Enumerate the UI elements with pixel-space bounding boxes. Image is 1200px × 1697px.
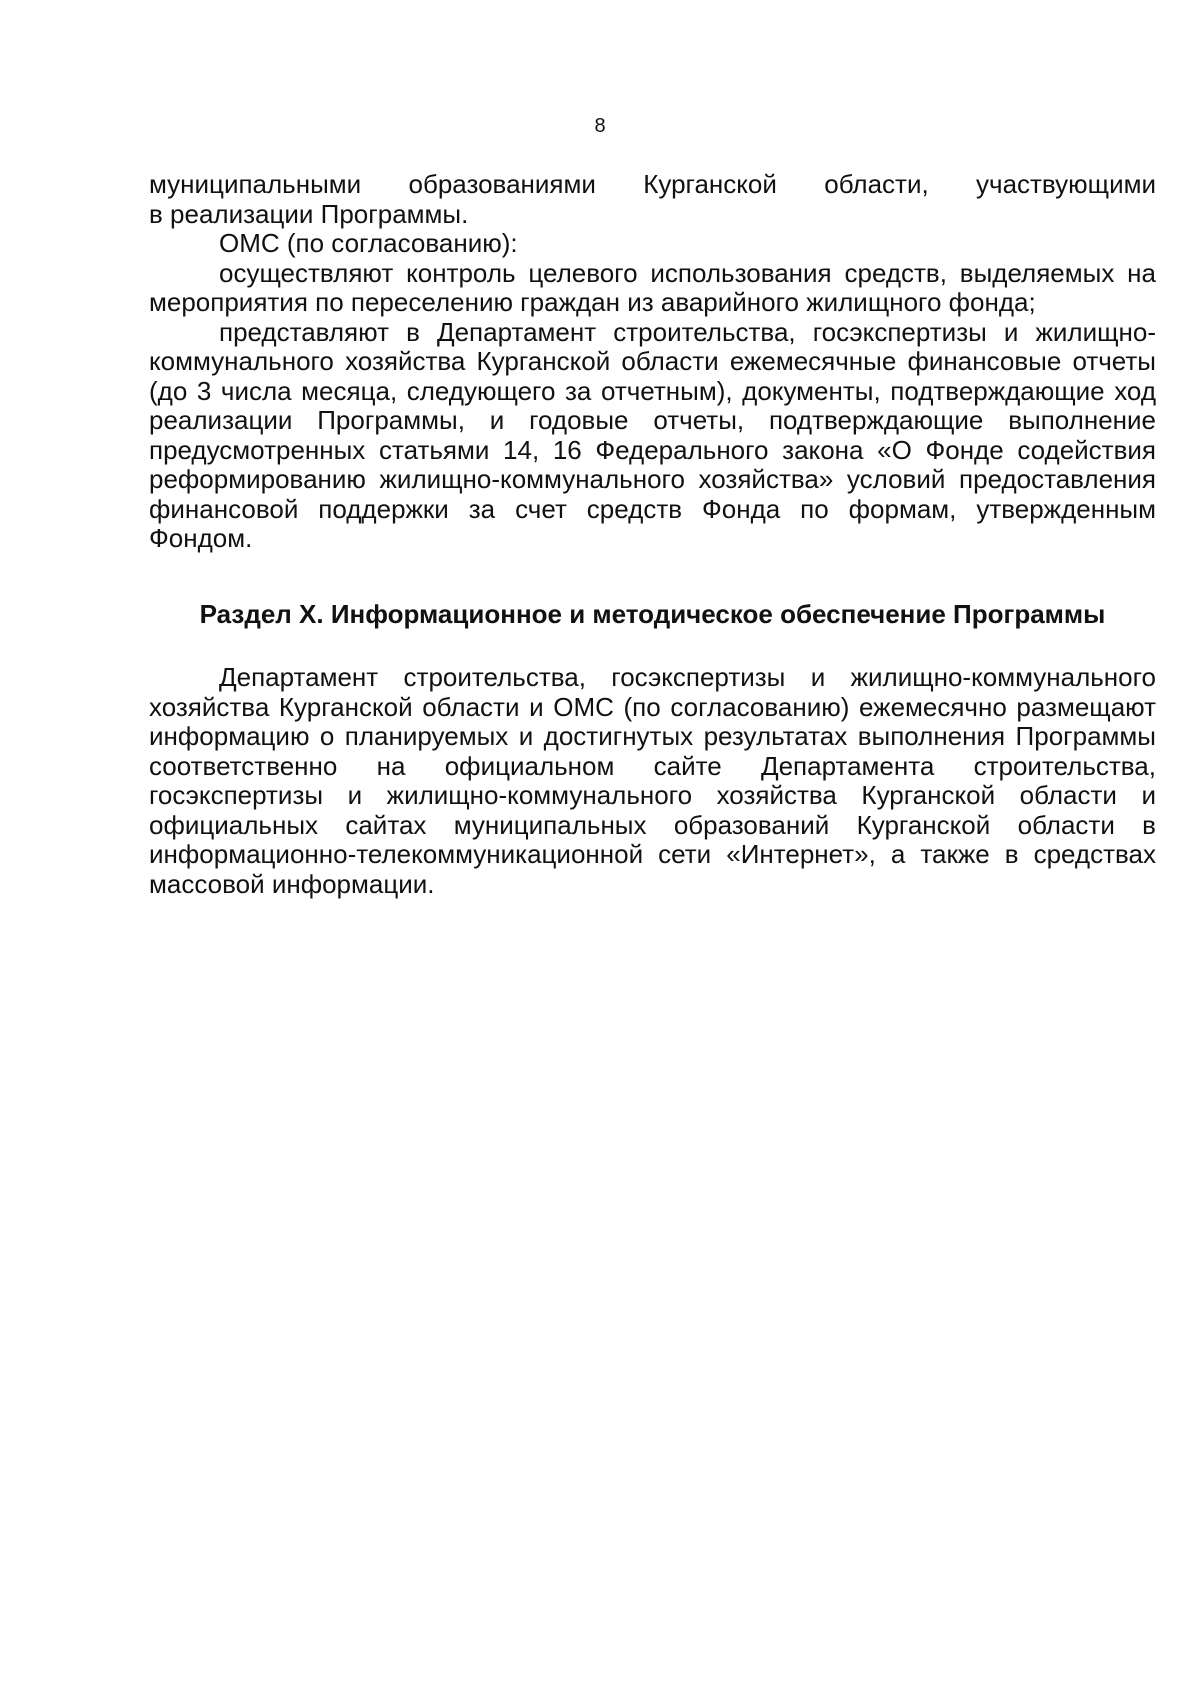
- page-number: 8: [594, 115, 606, 137]
- section-body-information: [149, 663, 1156, 899]
- information-paragraph: Департамент строительства, госэкспертизы и жилищно-коммунального хозяйства Курганской области и ОМС (по согласованию) ежемесячно размещают информацию о планируемых и достигнутых результатах выполнения Программы соответственно на официальном сайте Департамента строительства, госэкспертизы и жилищно-коммунального хозяйства Курганской области и официальных сайтах муниципальных образований Курганской области в информационно-телекоммуникационной сети «Интернет», а также в средствах массовой информации.: [149, 662, 1156, 899]
- section-body-oms: [149, 170, 1156, 554]
- continuation-line-end: в реализации Программы.: [149, 198, 469, 229]
- section-heading: Раздел X. Информационное и методическое обеспечение Программы: [199, 599, 1106, 629]
- oms-heading: ОМС (по согласованию):: [219, 228, 518, 258]
- continuation-line: муниципальными образованиями Курганской области, участвующими: [149, 169, 1156, 199]
- oms-control-paragraph: осуществляют контроль целевого использования средств, выделяемых на мероприятия по переселению граждан из аварийного жилищного фонда;: [149, 257, 1156, 317]
- oms-reports-paragraph: представляют в Департамент строительства, госэкспертизы и жилищно-коммунального хозяйства Курганской области ежемесячные финансовые отчеты (до 3 числа месяца, следующего за отчетным), документы, подтверждающие ход реализации Программы, и годовые отчеты, подтверждающие выполнение предусмотренных статьями 14, 16 Федерального закона «О Фонде содействия реформированию жилищно-коммунального хозяйства» условий предоставления финансовой поддержки за счет средств Фонда по формам, утвержденным Фондом.: [149, 316, 1156, 553]
